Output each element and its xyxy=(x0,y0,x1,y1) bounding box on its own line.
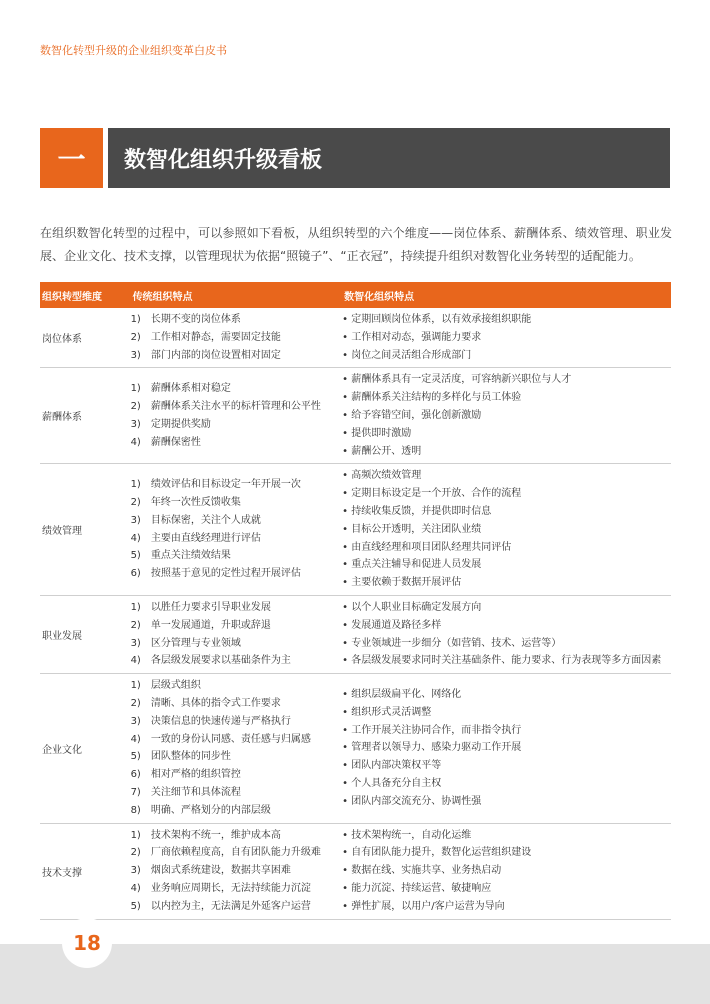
dimension-cell: 绩效管理 xyxy=(40,464,131,596)
list-item: • 各层级发展要求同时关注基础条件、能力要求、行为表现等多方面因素 xyxy=(342,655,662,667)
list-item: 5) 以内控为主，无法满足外延客户运营 xyxy=(130,900,311,912)
list-item: 2) 单一发展通道，升职或辞退 xyxy=(130,619,271,631)
list-item: • 高频次绩效管理 xyxy=(342,470,422,482)
traditional-list xyxy=(131,380,343,451)
digital-list xyxy=(342,311,671,364)
list-item: • 技术架构统一，自动化运维 xyxy=(342,829,472,841)
list-item: 3) 定期提供奖励 xyxy=(130,418,211,430)
traditional-list xyxy=(131,827,343,916)
list-item: 3) 区分管理与专业领域 xyxy=(130,637,241,649)
list-item: • 管理者以领导力、感染力驱动工作开展 xyxy=(342,742,522,754)
list-item: 5) 团队整体的同步性 xyxy=(130,751,231,763)
traditional-cell xyxy=(131,368,343,464)
table-row xyxy=(40,308,671,368)
list-item: • 薪酬公开、透明 xyxy=(342,445,422,457)
list-item: • 重点关注辅导和促进人员发展 xyxy=(342,559,482,571)
list-item: 4) 薪酬保密性 xyxy=(130,436,201,448)
table-header-row xyxy=(40,282,671,308)
digital-cell xyxy=(342,595,671,673)
digital-cell xyxy=(342,823,671,919)
list-item: • 定期目标设定是一个开放、合作的流程 xyxy=(342,488,522,500)
dimension-cell: 职业发展 xyxy=(40,595,131,673)
list-item: • 自有团队能力提升，数智化运营组织建设 xyxy=(342,847,532,859)
header-digital: 数智化组织特点 xyxy=(342,282,671,308)
list-item: 2) 薪酬体系关注水平的标杆管理和公平性 xyxy=(130,401,321,413)
list-item: 3) 决策信息的快速传递与严格执行 xyxy=(130,715,291,727)
list-item: • 定期回顾岗位体系，以有效承接组织职能 xyxy=(342,314,532,325)
traditional-cell xyxy=(131,674,343,823)
list-item: 4) 一致的身份认同感、责任感与归属感 xyxy=(130,733,311,745)
traditional-list xyxy=(131,599,343,670)
list-item: 2) 清晰、具体的指令式工作要求 xyxy=(130,697,281,709)
table-row xyxy=(40,674,671,823)
traditional-list xyxy=(131,476,343,583)
page-number: 18 xyxy=(62,918,112,968)
traditional-cell xyxy=(131,823,343,919)
traditional-list xyxy=(131,311,343,364)
header-dimension: 组织转型维度 xyxy=(40,282,131,308)
digital-cell xyxy=(342,308,671,368)
list-item: 1) 以胜任力要求引导职业发展 xyxy=(130,601,271,613)
table-row xyxy=(40,368,671,464)
digital-list xyxy=(342,599,671,670)
header-traditional: 传统组织特点 xyxy=(131,282,343,308)
digital-cell xyxy=(342,464,671,596)
list-item: • 专业领域进一步细分（如营销、技术、运营等） xyxy=(342,637,562,649)
list-item: 3) 目标保密，关注个人成就 xyxy=(130,514,261,526)
list-item: • 团队内部交流充分、协调性强 xyxy=(342,795,482,807)
section-title: 数智化组织升级看板 xyxy=(108,128,670,188)
running-header: 数智化转型升级的企业组织变革白皮书 xyxy=(40,44,227,57)
list-item: 2) 厂商依赖程度高，自有团队能力升级难 xyxy=(130,847,321,859)
traditional-cell xyxy=(131,308,343,368)
list-item: 3) 部门内部的岗位设置相对固定 xyxy=(130,349,281,361)
list-item: 4) 主要由直线经理进行评估 xyxy=(130,532,261,544)
list-item: 4) 业务响应周期长，无法持续能力沉淀 xyxy=(130,882,311,894)
list-item: • 个人具备充分自主权 xyxy=(342,778,442,790)
list-item: 1) 长期不变的岗位体系 xyxy=(130,314,241,325)
intro-paragraph: 在组织数智化转型的过程中，可以参照如下看板，从组织转型的六个维度——岗位体系、薪酬体系、绩效管理、职业发展、企业文化、技术支撑，以管理现状为依据“照镜子”、“正衣冠”，持续提升组织对数智化业务转型的适配能力。 xyxy=(40,226,672,263)
list-item: 1) 绩效评估和目标设定一年开展一次 xyxy=(130,479,301,491)
digital-list xyxy=(342,371,671,460)
list-item: 2) 工作相对静态，需要固定技能 xyxy=(130,331,281,343)
list-item: • 能力沉淀、持续运营、敏捷响应 xyxy=(342,882,492,894)
table-row xyxy=(40,464,671,596)
table-body xyxy=(40,308,671,919)
list-item: • 主要依赖于数据开展评估 xyxy=(342,577,462,589)
list-item: • 发展通道及路径多样 xyxy=(342,619,442,631)
list-item: • 薪酬体系关注结构的多样化与员工体验 xyxy=(342,392,522,404)
digital-list xyxy=(342,467,671,592)
list-item: • 工作开展关注协同合作，而非指令执行 xyxy=(342,724,522,736)
list-item: • 岗位之间灵活组合形成部门 xyxy=(342,349,472,361)
dimension-cell: 薪酬体系 xyxy=(40,368,131,464)
table-row xyxy=(40,595,671,673)
section-number: 一 xyxy=(40,128,103,188)
list-item: 4) 各层级发展要求以基础条件为主 xyxy=(130,655,291,667)
dimension-cell: 岗位体系 xyxy=(40,308,131,368)
list-item: • 以个人职业目标确定发展方向 xyxy=(342,601,482,613)
upgrade-board-table xyxy=(40,282,671,920)
traditional-cell xyxy=(131,595,343,673)
list-item: • 组织层级扁平化、网络化 xyxy=(342,689,462,701)
list-item: 1) 技术架构不统一，维护成本高 xyxy=(130,829,281,841)
dimension-cell: 技术支撑 xyxy=(40,823,131,919)
list-item: • 由直线经理和项目团队经理共同评估 xyxy=(342,541,512,553)
list-item: 6) 相对严格的组织管控 xyxy=(130,769,241,781)
digital-cell xyxy=(342,674,671,823)
list-item: 2) 年终一次性反馈收集 xyxy=(130,497,241,509)
list-item: 1) 薪酬体系相对稳定 xyxy=(130,383,231,395)
list-item: 1) 层级式组织 xyxy=(130,680,201,692)
list-item: 8) 明确、严格划分的内部层级 xyxy=(130,804,271,816)
section-banner xyxy=(40,128,670,188)
traditional-cell xyxy=(131,464,343,596)
list-item: • 组织形式灵活调整 xyxy=(342,706,432,718)
list-item: • 目标公开透明，关注团队业绩 xyxy=(342,523,482,535)
dimension-cell: 企业文化 xyxy=(40,674,131,823)
digital-list xyxy=(342,686,671,811)
traditional-list xyxy=(131,677,343,819)
list-item: • 数据在线、实施共享、业务热启动 xyxy=(342,865,502,877)
digital-cell xyxy=(342,368,671,464)
digital-list xyxy=(342,827,671,916)
list-item: • 薪酬体系具有一定灵活度，可容纳新兴职位与人才 xyxy=(342,374,572,386)
list-item: • 给予容错空间，强化创新激励 xyxy=(342,409,482,421)
list-item: • 团队内部决策权平等 xyxy=(342,760,442,772)
table-row xyxy=(40,823,671,919)
list-item: • 工作相对动态，强调能力要求 xyxy=(342,331,482,343)
list-item: 6) 按照基于意见的定性过程开展评估 xyxy=(130,568,301,580)
list-item: 5) 重点关注绩效结果 xyxy=(130,550,231,562)
list-item: 3) 烟囱式系统建设，数据共享困难 xyxy=(130,865,291,877)
list-item: • 弹性扩展，以用户/客户运营为导向 xyxy=(342,900,505,912)
list-item: • 提供即时激励 xyxy=(342,427,412,439)
list-item: • 持续收集反馈，并提供即时信息 xyxy=(342,505,492,517)
list-item: 7) 关注细节和具体流程 xyxy=(130,786,241,798)
